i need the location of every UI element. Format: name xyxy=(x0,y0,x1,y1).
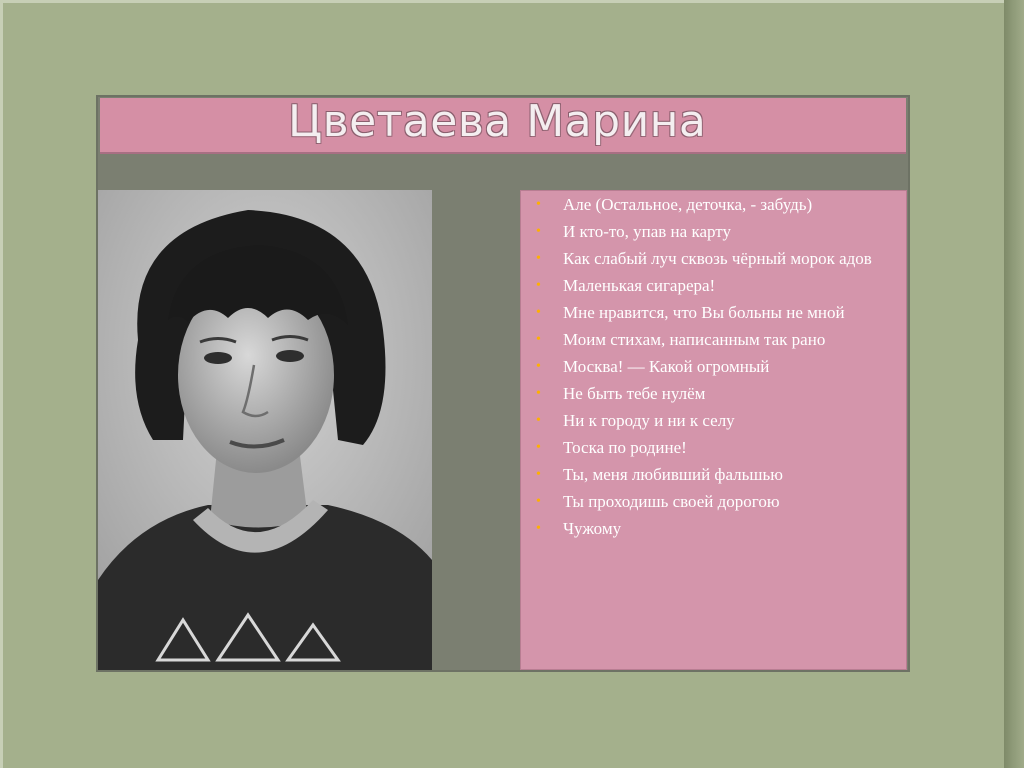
bullet-icon: • xyxy=(536,278,541,293)
poem-item xyxy=(521,357,906,376)
bullet-icon: • xyxy=(536,413,541,428)
poem-item xyxy=(521,249,906,268)
slide-title: Цветаева Марина xyxy=(288,96,707,147)
poem-item xyxy=(521,411,906,430)
poem-title: Моим стихам, написанным так рано xyxy=(563,330,826,349)
title-bar xyxy=(100,98,906,154)
poem-title: Тоска по родине! xyxy=(563,438,687,457)
bullet-icon: • xyxy=(536,440,541,455)
poem-item xyxy=(521,276,906,295)
bullet-icon: • xyxy=(536,251,541,266)
bullet-icon: • xyxy=(536,197,541,212)
poem-item xyxy=(521,195,906,214)
poem-item xyxy=(521,438,906,457)
bullet-icon: • xyxy=(536,494,541,509)
poem-title: Ты проходишь своей дорогою xyxy=(563,492,780,511)
poem-list xyxy=(521,195,906,546)
bullet-icon: • xyxy=(536,386,541,401)
poem-item xyxy=(521,384,906,403)
poem-item xyxy=(521,303,906,322)
poem-title: Как слабый луч сквозь чёрный морок адов xyxy=(563,249,872,268)
poem-title: Ты, меня любивший фальшью xyxy=(563,465,783,484)
poem-title: Маленькая сигарера! xyxy=(563,276,716,295)
bullet-icon: • xyxy=(536,305,541,320)
poem-item xyxy=(521,222,906,241)
poem-item xyxy=(521,330,906,349)
bullet-icon: • xyxy=(536,467,541,482)
poem-title: Не быть тебе нулём xyxy=(563,384,706,403)
poem-title: И кто-то, упав на карту xyxy=(563,222,731,241)
bullet-icon: • xyxy=(536,359,541,374)
poem-item xyxy=(521,492,906,511)
poem-title: Ни к городу и ни к селу xyxy=(563,411,735,430)
bullet-icon: • xyxy=(536,224,541,239)
bullet-icon: • xyxy=(536,521,541,536)
poem-item xyxy=(521,519,906,538)
portrait-photo xyxy=(98,190,432,670)
poem-list-box xyxy=(520,190,907,670)
poem-item xyxy=(521,465,906,484)
poem-title: Мне нравится, что Вы больны не мной xyxy=(563,303,845,322)
poem-title: Москва! — Какой огромный xyxy=(563,357,770,376)
bullet-icon: • xyxy=(536,332,541,347)
slide-edge xyxy=(1004,0,1024,768)
poem-title: Чужому xyxy=(563,519,622,538)
poem-title: Але (Остальное, деточка, - забудь) xyxy=(563,195,813,214)
